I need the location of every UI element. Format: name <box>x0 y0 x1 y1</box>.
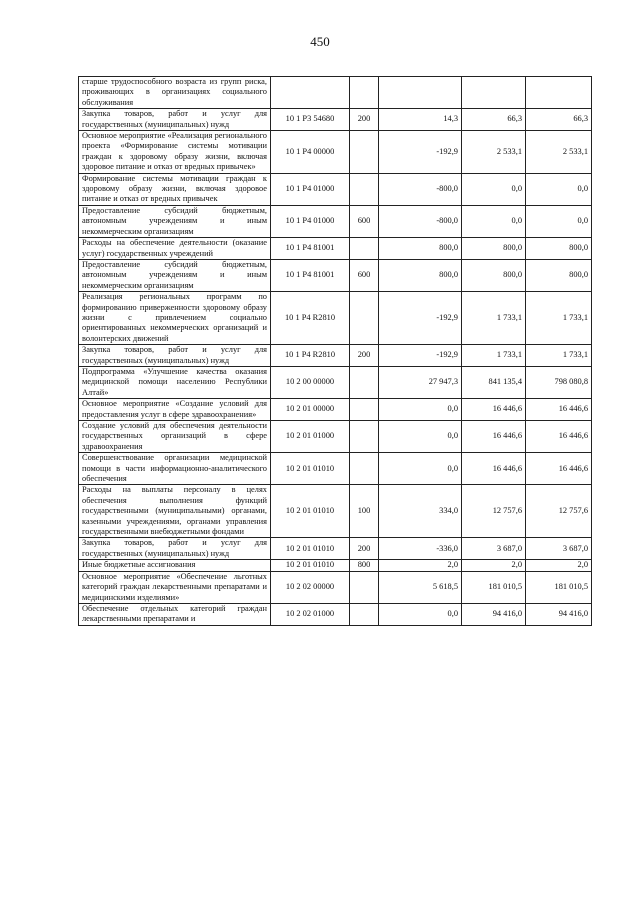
row-amount-1: 0,0 <box>379 399 462 421</box>
row-expense-type: 200 <box>350 109 379 131</box>
row-amount-3 <box>526 77 592 109</box>
row-name: старше трудоспособного возраста из групп риска, проживающих в организациях социального обслуживания <box>79 77 271 109</box>
row-name: Расходы на обеспечение деятельности (оказание услуг) государственных учреждений <box>79 238 271 260</box>
row-amount-3: 0,0 <box>526 205 592 237</box>
row-amount-2: 0,0 <box>462 173 526 205</box>
table-row <box>79 485 592 538</box>
row-amount-2 <box>462 77 526 109</box>
row-amount-3: 0,0 <box>526 173 592 205</box>
row-amount-3: 2 533,1 <box>526 131 592 174</box>
row-amount-1: 800,0 <box>379 259 462 291</box>
row-expense-type <box>350 421 379 453</box>
row-expense-type <box>350 603 379 625</box>
row-amount-1: -192,9 <box>379 345 462 367</box>
row-amount-1: -192,9 <box>379 292 462 345</box>
row-amount-3: 800,0 <box>526 259 592 291</box>
row-expense-type: 200 <box>350 538 379 560</box>
table-row <box>79 292 592 345</box>
row-amount-3: 181 010,5 <box>526 571 592 603</box>
row-amount-1: -192,9 <box>379 131 462 174</box>
row-amount-2: 2 533,1 <box>462 131 526 174</box>
row-amount-1: 27 947,3 <box>379 366 462 398</box>
table-row <box>79 571 592 603</box>
row-code: 10 2 01 01010 <box>271 560 350 571</box>
table-row <box>79 77 592 109</box>
row-name: Основное мероприятие «Создание условий для предоставления услуг в сфере здравоохранения» <box>79 399 271 421</box>
row-amount-1: 2,0 <box>379 560 462 571</box>
row-code: 10 1 P4 81001 <box>271 259 350 291</box>
row-expense-type <box>350 173 379 205</box>
row-name: Основное мероприятие «Обеспечение льготных категорий граждан лекарственными препаратами и медицинскими изделиями» <box>79 571 271 603</box>
row-code: 10 1 P4 00000 <box>271 131 350 174</box>
table-row <box>79 345 592 367</box>
row-name: Закупка товаров, работ и услуг для государственных (муниципальных) нужд <box>79 109 271 131</box>
row-amount-2: 841 135,4 <box>462 366 526 398</box>
row-code: 10 1 P4 01000 <box>271 205 350 237</box>
row-amount-2: 12 757,6 <box>462 485 526 538</box>
row-expense-type: 600 <box>350 259 379 291</box>
row-amount-3: 1 733,1 <box>526 345 592 367</box>
row-expense-type: 600 <box>350 205 379 237</box>
row-amount-3: 2,0 <box>526 560 592 571</box>
row-code: 10 2 02 00000 <box>271 571 350 603</box>
table-row <box>79 259 592 291</box>
row-code: 10 1 P3 54680 <box>271 109 350 131</box>
row-amount-2: 66,3 <box>462 109 526 131</box>
row-expense-type <box>350 366 379 398</box>
row-code: 10 2 01 01010 <box>271 485 350 538</box>
row-amount-2: 1 733,1 <box>462 345 526 367</box>
row-expense-type <box>350 238 379 260</box>
table-row <box>79 538 592 560</box>
row-amount-1: -336,0 <box>379 538 462 560</box>
table-row <box>79 131 592 174</box>
row-name: Создание условий для обеспечения деятельности государственных организаций в сфере здравоохранения <box>79 421 271 453</box>
row-amount-1: 334,0 <box>379 485 462 538</box>
row-expense-type <box>350 77 379 109</box>
row-amount-3: 12 757,6 <box>526 485 592 538</box>
row-amount-2: 2,0 <box>462 560 526 571</box>
row-amount-1: 0,0 <box>379 603 462 625</box>
row-amount-1: -800,0 <box>379 205 462 237</box>
table-row <box>79 453 592 485</box>
row-amount-2: 1 733,1 <box>462 292 526 345</box>
row-expense-type <box>350 292 379 345</box>
row-amount-3: 94 416,0 <box>526 603 592 625</box>
row-name: Формирование системы мотивации граждан к здоровому образу жизни, включая здоровое питание и отказ от вредных привычек <box>79 173 271 205</box>
row-amount-3: 798 080,8 <box>526 366 592 398</box>
page-number: 450 <box>310 34 330 49</box>
row-amount-2: 16 446,6 <box>462 399 526 421</box>
row-amount-2: 800,0 <box>462 238 526 260</box>
row-amount-2: 0,0 <box>462 205 526 237</box>
row-amount-1: 5 618,5 <box>379 571 462 603</box>
row-amount-3: 66,3 <box>526 109 592 131</box>
row-amount-2: 94 416,0 <box>462 603 526 625</box>
row-amount-2: 3 687,0 <box>462 538 526 560</box>
table-row <box>79 366 592 398</box>
row-expense-type: 200 <box>350 345 379 367</box>
row-name: Закупка товаров, работ и услуг для государственных (муниципальных) нужд <box>79 538 271 560</box>
row-expense-type <box>350 453 379 485</box>
budget-table-body <box>79 77 592 626</box>
row-name: Расходы на выплаты персоналу в целях обеспечения выполнения функций государственными (муниципальными) органами, казенными учреждениями, органами управления государственными внебюджетными фондами <box>79 485 271 538</box>
row-expense-type <box>350 571 379 603</box>
table-row <box>79 173 592 205</box>
row-amount-3: 16 446,6 <box>526 453 592 485</box>
row-name: Предоставление субсидий бюджетным, автономным учреждениям и иным некоммерческим организациям <box>79 259 271 291</box>
row-amount-2: 16 446,6 <box>462 421 526 453</box>
table-row <box>79 560 592 571</box>
table-row <box>79 109 592 131</box>
row-code: 10 2 01 01010 <box>271 453 350 485</box>
row-code: 10 2 01 00000 <box>271 399 350 421</box>
row-amount-1: -800,0 <box>379 173 462 205</box>
row-amount-2: 16 446,6 <box>462 453 526 485</box>
row-code: 10 2 01 01000 <box>271 421 350 453</box>
table-row <box>79 603 592 625</box>
row-code: 10 1 P4 R2810 <box>271 345 350 367</box>
row-code: 10 1 P4 R2810 <box>271 292 350 345</box>
row-code <box>271 77 350 109</box>
budget-table <box>78 76 592 626</box>
row-name: Реализация региональных программ по формированию приверженности здоровому образу жизни с привлечением социально ориентированных некоммерческих организаций и волонтерских движений <box>79 292 271 345</box>
row-amount-3: 1 733,1 <box>526 292 592 345</box>
row-name: Обеспечение отдельных категорий граждан лекарственными препаратами и <box>79 603 271 625</box>
row-amount-1: 800,0 <box>379 238 462 260</box>
row-amount-3: 3 687,0 <box>526 538 592 560</box>
row-name: Предоставление субсидий бюджетным, автономным учреждениям и иным некоммерческим организациям <box>79 205 271 237</box>
row-expense-type: 100 <box>350 485 379 538</box>
row-name: Закупка товаров, работ и услуг для государственных (муниципальных) нужд <box>79 345 271 367</box>
row-amount-3: 800,0 <box>526 238 592 260</box>
row-expense-type <box>350 399 379 421</box>
row-code: 10 2 01 01010 <box>271 538 350 560</box>
table-row <box>79 238 592 260</box>
row-name: Основное мероприятие «Реализация регионального проекта «Формирование системы мотивации граждан к здоровому образу жизни, включая здоровое питание и отказ от вредных привычек» <box>79 131 271 174</box>
row-amount-3: 16 446,6 <box>526 421 592 453</box>
row-name: Подпрограмма «Улучшение качества оказания медицинской помощи населению Республики Алтай» <box>79 366 271 398</box>
row-name: Иные бюджетные ассигнования <box>79 560 271 571</box>
row-amount-2: 800,0 <box>462 259 526 291</box>
row-amount-2: 181 010,5 <box>462 571 526 603</box>
table-row <box>79 205 592 237</box>
row-expense-type <box>350 131 379 174</box>
row-amount-3: 16 446,6 <box>526 399 592 421</box>
row-code: 10 1 P4 81001 <box>271 238 350 260</box>
row-code: 10 2 00 00000 <box>271 366 350 398</box>
row-expense-type: 800 <box>350 560 379 571</box>
row-amount-1: 0,0 <box>379 453 462 485</box>
row-amount-1 <box>379 77 462 109</box>
row-code: 10 2 02 01000 <box>271 603 350 625</box>
row-amount-1: 0,0 <box>379 421 462 453</box>
table-row <box>79 399 592 421</box>
row-code: 10 1 P4 01000 <box>271 173 350 205</box>
row-amount-1: 14,3 <box>379 109 462 131</box>
table-row <box>79 421 592 453</box>
row-name: Совершенствование организации медицинской помощи в части информационно-аналитического обеспечения <box>79 453 271 485</box>
